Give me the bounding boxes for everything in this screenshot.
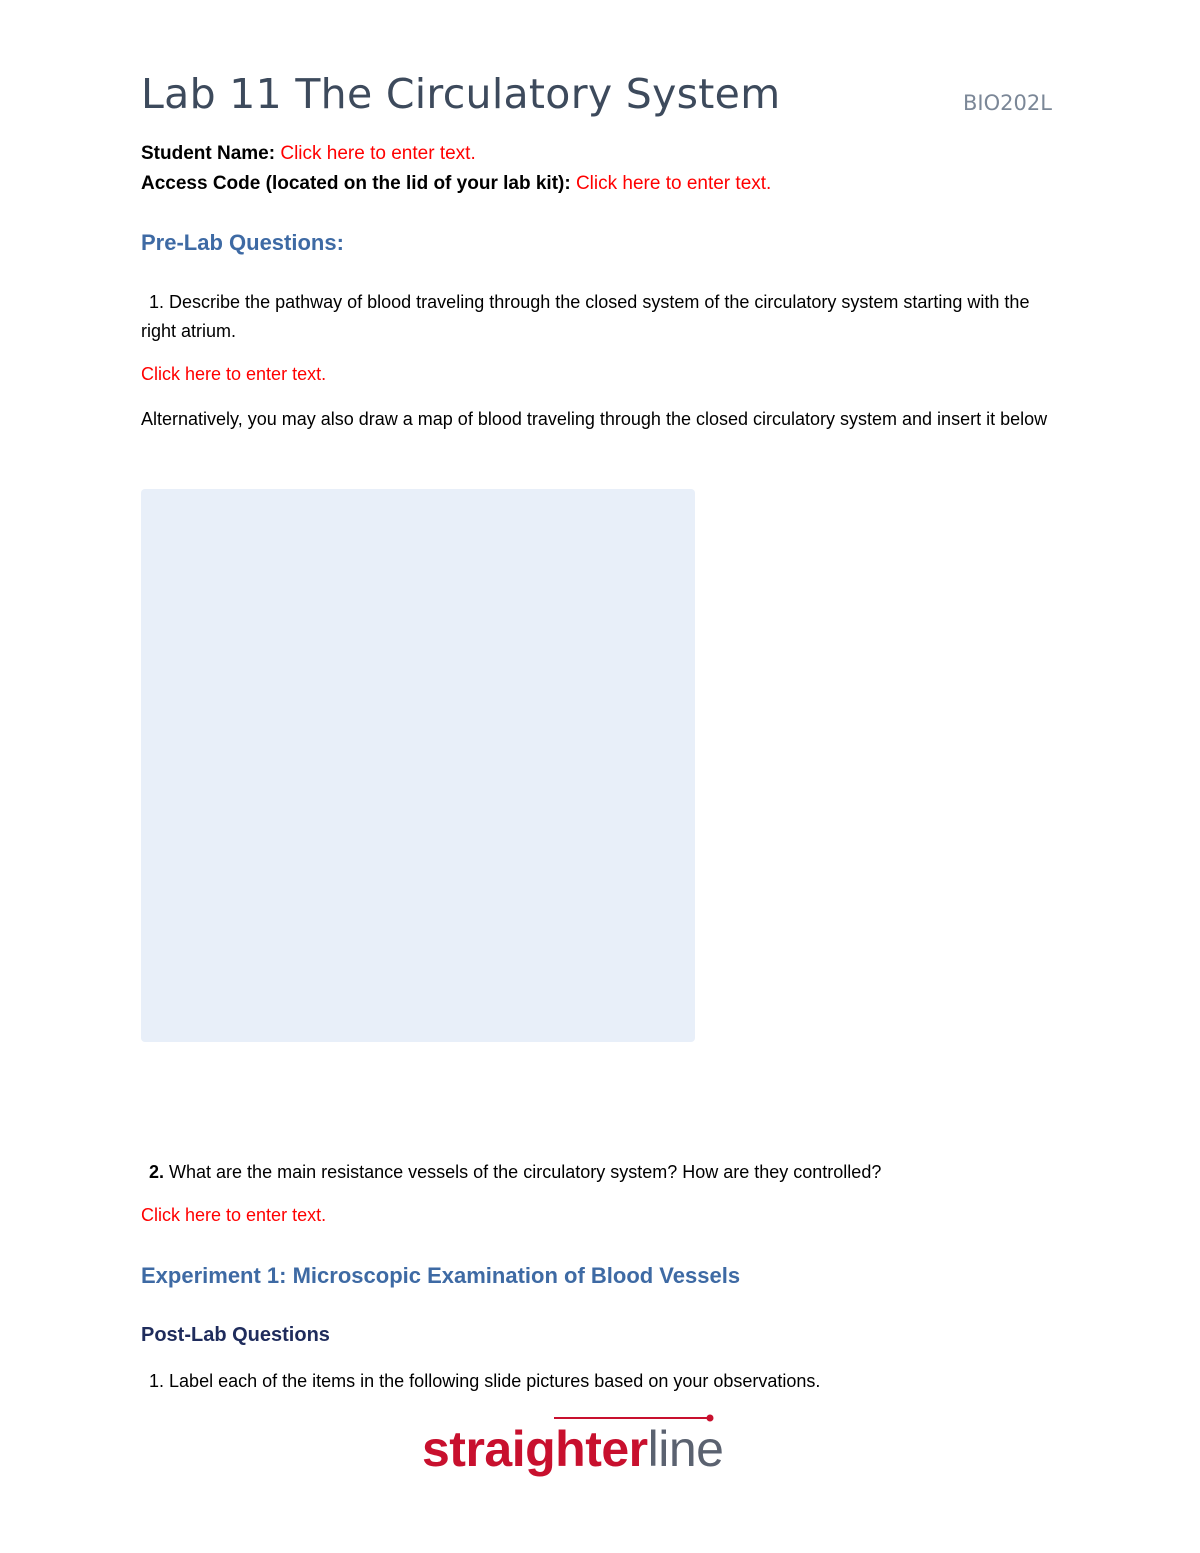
access-code-input[interactable]: Click here to enter text. [575, 173, 772, 194]
experiment-1-heading: Experiment 1: Microscopic Examination of Blood Vessels [141, 1263, 741, 1288]
logo-text-straighter: straighter [422, 1421, 648, 1477]
prelab-question-1 [141, 288, 1061, 346]
course-code: BIO202L [963, 91, 1052, 115]
logo-text-line: line [647, 1421, 724, 1477]
postlab-q1-text: Label each of the items in the following slide pictures based on your observations. [169, 1371, 821, 1391]
prelab-q2-text: What are the main resistance vessels of the circulatory system? How are they controlled? [169, 1162, 882, 1182]
prelab-q1-text: Describe the pathway of blood traveling through the closed system of the circulatory system starting with the right atrium. [141, 292, 1030, 341]
straighterline-logo [420, 1414, 780, 1480]
postlab-q1-number: 1. [149, 1371, 165, 1391]
prelab-q1-answer-input[interactable]: Click here to enter text. [141, 364, 327, 384]
drawing-insert-area[interactable] [141, 489, 695, 1042]
prelab-q2-number: 2. [149, 1162, 165, 1182]
prelab-heading: Pre-Lab Questions: [141, 230, 344, 255]
prelab-question-2 [141, 1158, 1061, 1187]
postlab-question-1 [141, 1367, 1061, 1396]
access-code-label: Access Code (located on the lid of your lab kit): [141, 173, 571, 194]
prelab-q2-answer-input[interactable]: Click here to enter text. [141, 1205, 327, 1225]
access-code-row [141, 173, 771, 195]
document-title: Lab 11 The Circulatory System [141, 70, 781, 118]
prelab-q1-alternative-text: Alternatively, you may also draw a map of blood traveling through the closed circulatory system and insert it below [141, 409, 1048, 429]
postlab-heading: Post-Lab Questions [141, 1324, 330, 1346]
prelab-q1-number: 1. [149, 292, 165, 312]
student-name-row [141, 143, 476, 165]
student-name-label: Student Name: [141, 143, 276, 164]
student-name-input[interactable]: Click here to enter text. [280, 143, 476, 164]
